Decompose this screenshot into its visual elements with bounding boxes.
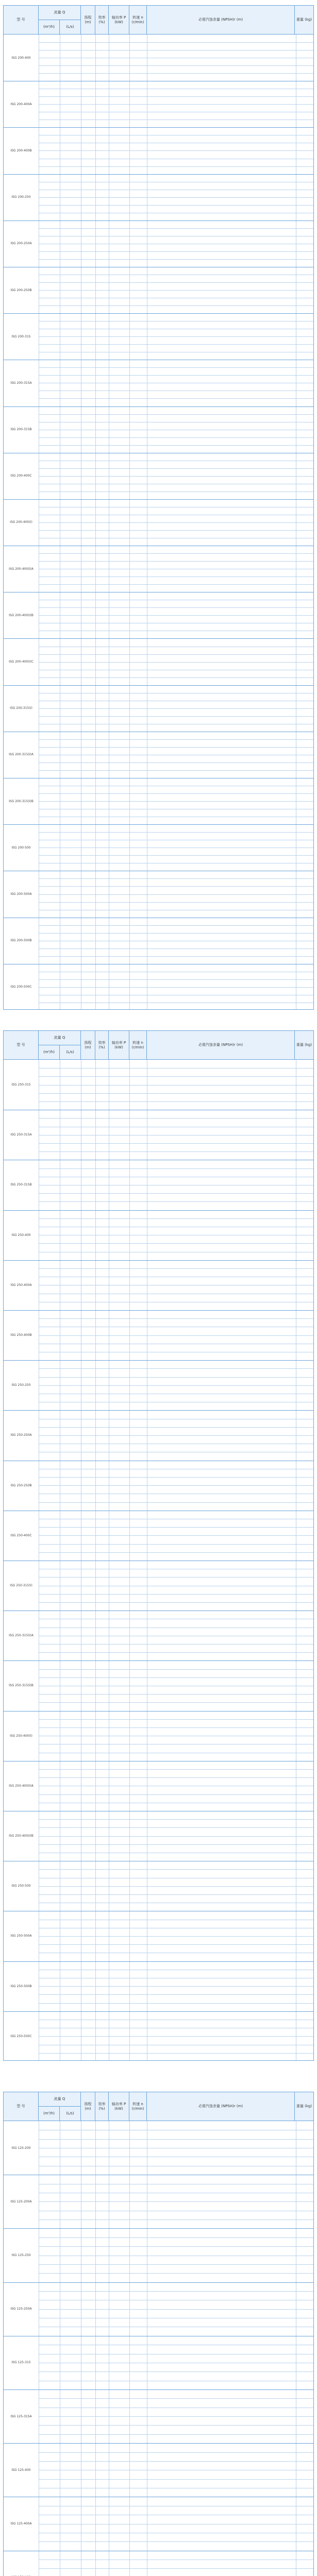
model-cell: ISG 200-400: [11, 56, 31, 60]
header-weight: 重量 (kg): [296, 2104, 312, 2108]
row-divider: [39, 1193, 313, 1194]
model-cell: ISG 250-400A: [10, 1283, 32, 1287]
header-flow-label: 流量 Q: [39, 6, 80, 20]
model-cell: ISG 200-500B: [10, 939, 32, 943]
model-separator: [4, 499, 313, 500]
model-separator: [4, 1410, 313, 1411]
row-divider: [39, 1702, 313, 1703]
header-flow-m3h: (m³/h): [39, 2107, 60, 2121]
row-divider: [39, 739, 313, 740]
model-cell: ISG 200-315B: [10, 428, 32, 432]
header-power: 轴功率 P (kW): [109, 2092, 129, 2121]
row-divider: [39, 2371, 313, 2372]
model-separator: [4, 2228, 313, 2229]
row-divider: [39, 987, 313, 988]
row-divider: [39, 1727, 313, 1728]
model-separator: [4, 1360, 313, 1361]
row-divider: [39, 530, 313, 531]
header-efficiency: 效率 (%): [95, 6, 109, 34]
row-divider: [39, 414, 313, 415]
column-divider: [95, 2121, 96, 2576]
row-divider: [39, 1652, 313, 1653]
model-separator: [4, 1961, 313, 1962]
model-cell: ISG 125-400A: [10, 2521, 32, 2526]
row-divider: [39, 677, 313, 678]
row-divider: [39, 65, 313, 66]
row-divider: [39, 561, 313, 562]
header-npsh: 必需汽蚀余量 (NPSH)r (m): [147, 6, 295, 34]
row-divider: [39, 2139, 313, 2140]
row-divider: [39, 948, 313, 949]
row-divider: [39, 1368, 313, 1369]
model-cell: ISG 250-500A: [10, 1934, 32, 1938]
header-power: 轴功率 P (kW): [109, 1031, 129, 1059]
header-flow-m3h: (m³/h): [39, 20, 60, 35]
row-divider: [39, 73, 313, 74]
row-divider: [39, 855, 313, 856]
row-divider: [39, 933, 313, 934]
row-divider: [39, 150, 313, 151]
row-divider: [39, 2201, 313, 2202]
row-divider: [39, 282, 313, 283]
row-divider: [39, 1527, 313, 1528]
row-divider: [39, 1544, 313, 1545]
row-divider: [39, 607, 313, 608]
model-cell: ISG 200-315(I)A: [9, 753, 34, 757]
row-divider: [39, 1101, 313, 1102]
row-divider: [39, 1485, 313, 1486]
row-divider: [39, 1644, 313, 1645]
row-divider: [39, 615, 313, 616]
header-efficiency: 效率 (%): [95, 2092, 109, 2121]
row-divider: [39, 1335, 313, 1336]
header-flow: [39, 6, 81, 34]
row-divider: [39, 2003, 313, 2004]
header-efficiency: 效率 (%): [95, 1031, 109, 1059]
row-divider: [39, 1936, 313, 1937]
header-speed: 转速 n (r/min): [129, 6, 147, 34]
table-header: [4, 6, 313, 35]
model-cell: ISG 200-250B: [10, 288, 32, 292]
row-divider: [39, 336, 313, 337]
row-divider: [39, 2036, 313, 2037]
model-cell: ISG 250-400(I)A: [9, 1784, 34, 1788]
model-cell: ISG 200-400(I)C: [9, 660, 34, 664]
row-divider: [39, 290, 313, 291]
row-divider: [39, 1268, 313, 1269]
row-divider: [39, 367, 313, 368]
model-cell: ISG 250-500: [11, 1884, 31, 1888]
header-power: 轴功率 P (kW): [109, 6, 129, 34]
row-divider: [39, 2416, 313, 2417]
model-cell: ISG 250-400C: [10, 1533, 32, 1537]
model-cell: ISG 250-315(I): [10, 1584, 32, 1588]
row-divider: [39, 1944, 313, 1945]
header-head: 扬程 (m): [81, 2092, 95, 2121]
row-divider: [39, 1844, 313, 1845]
row-divider: [39, 1602, 313, 1603]
header-speed: 转速 n (r/min): [129, 1031, 147, 1059]
model-cell: ISG 200-500A: [10, 892, 32, 896]
model-separator: [4, 2443, 313, 2444]
row-divider: [39, 1552, 313, 1553]
header-model: 型 号: [4, 6, 39, 34]
model-cell: ISG 200-400(I): [10, 520, 32, 524]
row-divider: [39, 1377, 313, 1378]
header-flow: [39, 2092, 81, 2121]
model-separator: [4, 1660, 313, 1661]
spec-table-1: [3, 5, 314, 1010]
row-divider: [39, 1986, 313, 1987]
row-divider: [39, 2452, 313, 2453]
table-body: [4, 2121, 313, 2576]
row-divider: [39, 1168, 313, 1169]
model-cell: ISG 200-400B: [10, 148, 32, 152]
row-divider: [39, 886, 313, 887]
row-divider: [39, 662, 313, 663]
row-divider: [39, 979, 313, 980]
model-separator: [4, 824, 313, 825]
row-divider: [39, 1502, 313, 1503]
model-cell: ISG 200-315(I)B: [9, 799, 34, 803]
model-cell: ISG 200-315A: [10, 381, 32, 385]
model-cell: ISG 125-315: [11, 2361, 31, 2365]
header-npsh: 必需汽蚀余量 (NPSH)r (m): [147, 1031, 295, 1059]
row-divider: [39, 770, 313, 771]
row-divider: [39, 1477, 313, 1478]
model-cell: ISG 250-500C: [10, 2034, 32, 2038]
row-divider: [39, 762, 313, 763]
row-divider: [39, 2398, 313, 2399]
row-divider: [39, 654, 313, 655]
row-divider: [39, 1777, 313, 1778]
model-cell: ISG 200-400C: [10, 474, 32, 478]
model-cell: [4, 2551, 39, 2576]
row-divider: [39, 956, 313, 957]
model-cell: ISG 250-400: [11, 1233, 31, 1237]
row-divider: [39, 166, 313, 167]
row-divider: [39, 1994, 313, 1995]
model-separator: [4, 1260, 313, 1261]
row-divider: [39, 1594, 313, 1595]
row-divider: [39, 1577, 313, 1578]
model-separator: [4, 685, 313, 686]
model-cell: ISG 200-500: [11, 845, 31, 850]
row-divider: [39, 2541, 313, 2542]
row-divider: [39, 553, 313, 554]
row-divider: [39, 1385, 313, 1386]
row-divider: [39, 793, 313, 794]
model-cell: ISG 200-250: [11, 195, 31, 199]
row-divider: [39, 468, 313, 469]
row-divider: [39, 1427, 313, 1428]
row-divider: [39, 1093, 313, 1094]
model-separator: [4, 1210, 313, 1211]
model-cell: ISG 125-250: [11, 2253, 31, 2257]
row-divider: [39, 344, 313, 345]
row-divider: [39, 2434, 313, 2435]
row-divider: [39, 1135, 313, 1136]
model-cell: ISG 200-250A: [10, 242, 32, 246]
header-head: 扬程 (m): [81, 1031, 95, 1059]
header-flow-label: 流量 Q: [39, 2092, 80, 2107]
row-divider: [39, 1719, 313, 1720]
row-divider: [39, 1769, 313, 1770]
row-divider: [39, 2273, 313, 2274]
row-divider: [39, 2425, 313, 2426]
model-cell: ISG 250-315B: [10, 1183, 32, 1187]
row-divider: [39, 1669, 313, 1670]
row-divider: [39, 522, 313, 523]
spec-table-3: [3, 2092, 314, 2576]
model-cell: ISG 250-400(I)B: [9, 1834, 34, 1838]
row-divider: [39, 437, 313, 438]
row-divider: [39, 398, 313, 399]
row-divider: [39, 708, 313, 709]
model-cell: ISG 125-315A: [10, 2414, 32, 2418]
row-divider: [39, 1794, 313, 1795]
table-header: [4, 1031, 313, 1060]
model-cell: ISG 125-400: [11, 2468, 31, 2472]
row-divider: [39, 1201, 313, 1202]
header-head: 扬程 (m): [81, 6, 95, 34]
model-separator: [4, 127, 313, 128]
row-divider: [39, 1068, 313, 1069]
model-cell: ISG 200-315: [11, 334, 31, 338]
model-cell: ISG 125-200: [11, 2146, 31, 2150]
row-divider: [39, 2479, 313, 2480]
model-separator: [4, 638, 313, 639]
row-divider: [39, 2264, 313, 2265]
row-divider: [39, 1535, 313, 1536]
row-divider: [39, 2461, 313, 2462]
model-cell: ISG 200-400(I)A: [9, 567, 34, 571]
model-cell: ISG 250-250A: [10, 1433, 32, 1437]
header-flow-ls: (L/s): [66, 2111, 74, 2115]
row-divider: [39, 1218, 313, 1219]
row-divider: [39, 42, 313, 43]
row-divider: [39, 925, 313, 926]
row-divider: [39, 197, 313, 198]
row-divider: [39, 104, 313, 105]
model-separator: [4, 2389, 313, 2390]
model-separator: [4, 2011, 313, 2012]
row-divider: [39, 2568, 313, 2569]
model-cell: ISG 250-500B: [10, 1984, 32, 1988]
model-cell: ISG 200-400A: [10, 102, 32, 106]
row-divider: [39, 801, 313, 802]
model-cell: ISG 200-315(I): [10, 706, 32, 710]
table-body: [4, 1060, 313, 2060]
header-weight: 重量 (kg): [296, 18, 312, 22]
row-divider: [39, 375, 313, 376]
row-divider: [39, 1435, 313, 1436]
row-divider: [39, 1886, 313, 1887]
row-divider: [39, 832, 313, 833]
column-divider: [129, 2121, 130, 2576]
model-cell: ISG 250-315(I)A: [9, 1634, 34, 1638]
row-divider: [39, 1318, 313, 1319]
row-divider: [39, 1819, 313, 1820]
row-divider: [39, 259, 313, 260]
header-flow: [39, 1031, 81, 1059]
row-divider: [39, 228, 313, 229]
row-divider: [39, 2246, 313, 2247]
model-cell: ISG 200-400(I)B: [9, 613, 34, 617]
table-body: [4, 35, 313, 1009]
row-divider: [39, 1151, 313, 1152]
row-divider: [39, 878, 313, 879]
header-flow-m3h: (m³/h): [39, 1045, 60, 1060]
row-divider: [39, 747, 313, 748]
model-separator: [4, 2282, 313, 2283]
row-divider: [39, 584, 313, 585]
header-model: 型 号: [4, 1031, 39, 1059]
row-divider: [39, 1869, 313, 1870]
model-cell: ISG 250-400(I): [10, 1734, 32, 1738]
row-divider: [39, 894, 313, 895]
header-flow-label: 流量 Q: [39, 1031, 80, 1045]
row-divider: [39, 1827, 313, 1828]
header-weight: 重量 (kg): [296, 1043, 312, 1047]
header-model: 型 号: [4, 2092, 39, 2121]
row-divider: [39, 1076, 313, 1077]
model-cell: ISG 200-500C: [10, 985, 32, 989]
row-divider: [39, 716, 313, 717]
model-cell: ISG 250-315: [11, 1083, 31, 1087]
spec-table-2: [3, 1030, 314, 2061]
model-separator: [4, 174, 313, 175]
model-cell: ISG 125-250A: [10, 2307, 32, 2311]
header-flow-ls: (L/s): [66, 1049, 74, 1054]
row-divider: [39, 1085, 313, 1086]
row-divider: [39, 2219, 313, 2220]
row-divider: [39, 1836, 313, 1837]
row-divider: [39, 1143, 313, 1144]
model-separator: [4, 313, 313, 314]
model-separator: [4, 406, 313, 407]
model-cell: ISG 250-250: [11, 1383, 31, 1387]
header-flow-ls: (L/s): [66, 24, 74, 29]
row-divider: [39, 902, 313, 903]
row-divider: [39, 2309, 313, 2310]
model-cell: ISG 250-250B: [10, 1483, 32, 1487]
row-divider: [39, 2291, 313, 2292]
row-divider: [39, 2053, 313, 2054]
header-speed: 转速 n (r/min): [129, 2092, 147, 2121]
model-cell: ISG 125-200A: [10, 2199, 32, 2204]
model-separator: [4, 1310, 313, 1311]
row-divider: [39, 251, 313, 252]
row-divider: [39, 445, 313, 446]
model-cell: ISG 250-400B: [10, 1333, 32, 1337]
header-npsh: 必需汽蚀余量 (NPSH)r (m): [147, 2092, 295, 2121]
row-divider: [39, 1243, 313, 1244]
row-divider: [39, 205, 313, 206]
row-divider: [39, 1677, 313, 1678]
row-divider: [39, 1894, 313, 1895]
model-cell: ISG 250-315A: [10, 1133, 32, 1137]
table-header: [4, 2092, 313, 2121]
row-divider: [39, 476, 313, 477]
model-cell: ISG 250-315(I)B: [9, 1684, 34, 1688]
row-divider: [39, 96, 313, 97]
